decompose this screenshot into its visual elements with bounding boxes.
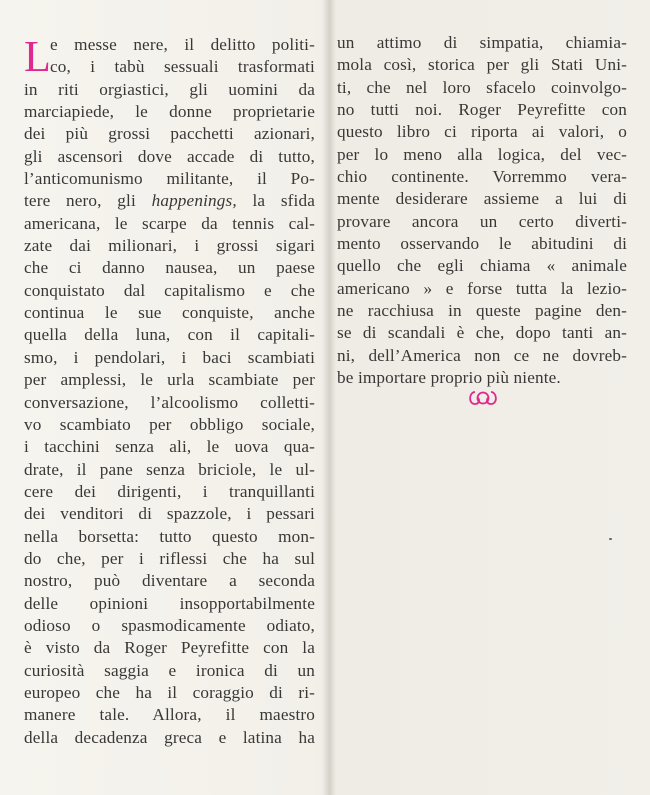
text-line: mento osservando le abitudini di	[337, 234, 627, 254]
text-line: della decadenza greca e latina ha	[24, 727, 315, 747]
text-line: in riti orgiastici, gli uomini da	[24, 79, 315, 99]
text-line: vo scambiato per obbligo sociale,	[24, 414, 315, 434]
text-line: provare ancora un certo diverti-	[337, 211, 627, 231]
paper-speck	[609, 538, 612, 540]
text-line: quella della luna, con il capitali-	[24, 325, 315, 345]
left-text-column	[24, 34, 315, 749]
text-line: do che, per i riflessi che ha sul	[24, 548, 315, 568]
text-line: quello che egli chiama « animale	[337, 256, 627, 276]
text-line: se di scandali è che, dopo tanti an-	[337, 323, 627, 343]
text-line: americana, le scarpe da tennis cal-	[24, 213, 315, 233]
text-line: l’anticomunismo militante, il Po-	[24, 169, 315, 189]
text-line: manere tale. Allora, il maestro	[24, 705, 315, 725]
text-line: un attimo di simpatia, chiamia-	[337, 33, 627, 52]
text-line: chio continente. Vorremmo vera-	[337, 167, 627, 187]
italic-word: happenings,	[151, 191, 237, 211]
text-line: europeo che ha il coraggio di ri-	[24, 682, 315, 702]
text-line: marciapiede, le donne proprietarie	[24, 102, 315, 122]
text-line: ne racchiusa in queste pagine den-	[337, 301, 627, 321]
text-segment: tere nero, gli	[24, 191, 136, 211]
text-line: co, i tabù sessuali trasformati	[50, 57, 315, 77]
text-line: conversazione, l’alcoolismo colletti-	[24, 392, 315, 412]
text-segment: la sfida	[252, 191, 315, 211]
text-line-with-italic	[24, 190, 315, 212]
text-line: no tutti noi. Roger Peyrefitte con	[337, 100, 627, 120]
text-line: continua le sue conquiste, anche	[24, 303, 315, 323]
drop-cap: L	[24, 32, 51, 81]
text-line: americano » e forse tutta la lezio-	[337, 278, 627, 298]
text-line: dei più grossi pacchetti azionari,	[24, 124, 315, 144]
text-line: cere dei dirigenti, i tranquillanti	[24, 481, 315, 501]
text-line: ti, che nel loro sfacelo coinvolgo-	[337, 77, 627, 97]
text-line: nella borsetta: tutto questo mon-	[24, 526, 315, 546]
text-line: nostro, può diventare a seconda	[24, 571, 315, 591]
text-line: dei venditori di spazzole, i pessari	[24, 504, 315, 524]
text-line: questo libro ci riporta ai valori, o	[337, 122, 627, 142]
text-line: zate dai milionari, i grossi sigari	[24, 236, 315, 256]
text-line: drate, il pane senza briciole, le ul-	[24, 459, 315, 479]
text-line: è visto da Roger Peyrefitte con la	[24, 638, 315, 658]
page-gutter	[322, 0, 336, 795]
text-line: odioso o spasmodicamente odiato,	[24, 615, 315, 635]
text-line: smo, i pendolari, i baci scambiati	[24, 347, 315, 367]
text-line: mente desiderare assieme a lui di	[337, 189, 627, 209]
text-line: ni, dell’America non ce ne dovreb-	[337, 345, 627, 365]
text-line: delle opinioni insopportabilmente	[24, 593, 315, 613]
text-line: gli ascensori dove accade di tutto,	[24, 146, 315, 166]
text-line: be importare proprio più niente.	[337, 368, 561, 388]
text-line: mola così, storica per gli Stati Uni-	[337, 55, 627, 75]
text-line: i tacchini senza ali, le uova qua-	[24, 437, 315, 457]
text-line: che ci danno nausea, un paese	[24, 258, 315, 278]
text-line: e messe nere, il delitto politi-	[50, 35, 315, 54]
text-line: per lo meno alla logica, del vec-	[337, 144, 627, 164]
interlaced-rings-ornament-icon	[466, 388, 500, 408]
text-line: curiosità saggia e ironica di un	[24, 660, 315, 680]
right-text-column	[337, 32, 627, 390]
text-line: per amplessi, le urla scambiate per	[24, 370, 315, 390]
text-line: conquistato dal capitalismo e che	[24, 280, 315, 300]
